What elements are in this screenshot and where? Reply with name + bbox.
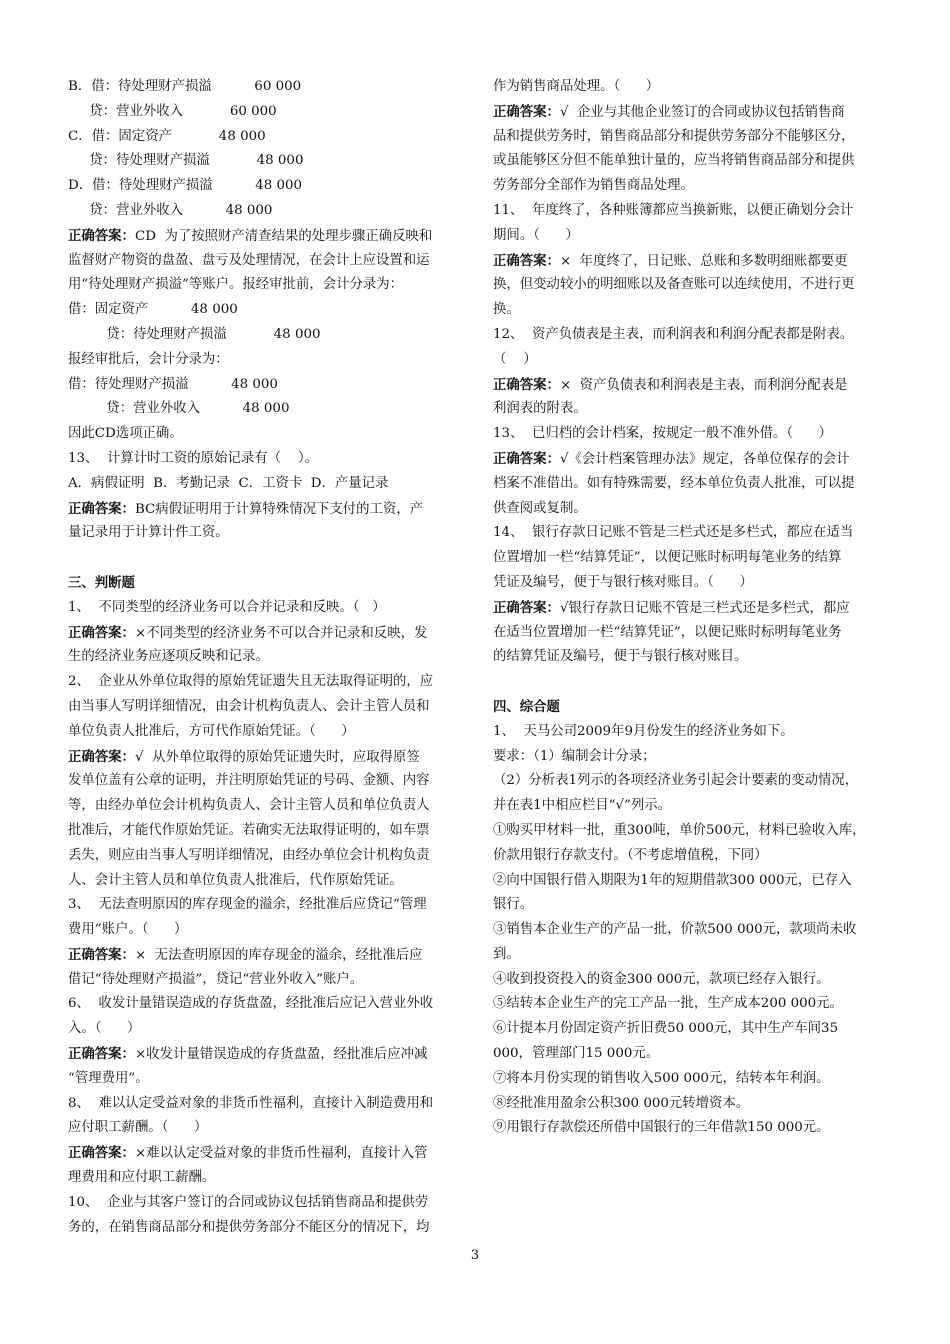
- answer-label: 正确答案：: [493, 376, 560, 393]
- text-line: [68, 373, 460, 398]
- text-line: [68, 992, 460, 1017]
- answer-line: [493, 249, 885, 274]
- line-text: 入。（ ）: [68, 1021, 141, 1037]
- answer-line: [68, 224, 460, 249]
- line-text: 人、会计主管人员和单位负责人批准后，代作原始凭证。: [68, 872, 403, 888]
- text-line: [493, 844, 885, 869]
- answer-line: [493, 447, 885, 472]
- answer-line: [493, 373, 885, 398]
- line-text: 费用”账户。（ ）: [68, 922, 188, 938]
- text-line: [68, 174, 460, 199]
- line-text: 借：待处理财产损溢 48 000: [68, 376, 278, 392]
- text-line: [493, 174, 885, 199]
- text-line: [68, 670, 460, 695]
- answer-label: 正确答案：: [493, 103, 560, 120]
- line-text: ①购买甲材料一批，重300吨，单价500元，材料已验收入库，: [493, 822, 866, 838]
- line-text: 务的，在销售商品部分和提供劳务部分不能区分的情况下，均: [68, 1219, 430, 1235]
- text-line: [68, 1017, 460, 1042]
- line-text: ×不同类型的经济业务不可以合并记录和反映，发: [134, 625, 428, 641]
- text-line: [68, 819, 460, 844]
- text-line: [68, 348, 460, 373]
- line-text: 单位负责人批准后，方可代作原始凭证。（ ）: [68, 723, 355, 739]
- section-title: 三、判断题: [68, 574, 135, 591]
- line-text: C．借：固定资产 48 000: [68, 128, 266, 144]
- line-text: “管理费用”。: [68, 1070, 149, 1086]
- text-line: [68, 472, 460, 497]
- text-line: [68, 769, 460, 794]
- section-heading: [68, 571, 460, 596]
- text-line: [68, 75, 460, 100]
- line-text: 理费用和应付职工薪酬。: [68, 1170, 216, 1186]
- line-text: × 无法查明原因的库存现金的溢余，经批准后应: [134, 947, 423, 963]
- line-text: ⑦将本月份实现的销售收入500 000元，结转本年利润。: [493, 1070, 830, 1086]
- page-number: 3: [470, 1248, 480, 1263]
- text-line: [493, 1017, 885, 1042]
- text-line: [68, 273, 460, 298]
- text-line: [493, 943, 885, 968]
- line-text: × 资产负债表和利润表是主表，而利润分配表是: [559, 377, 848, 393]
- text-line: [68, 249, 460, 274]
- line-text: 期间。（ ）: [493, 227, 579, 243]
- section-heading: [493, 695, 885, 720]
- text-line: [493, 621, 885, 646]
- text-line: [68, 100, 460, 125]
- line-text: ×收发计量错误造成的存货盘盈，经批准后应冲减: [134, 1047, 428, 1063]
- line-text: 供查阅或复制。: [493, 500, 587, 516]
- text-line: [493, 546, 885, 571]
- text-line: [68, 869, 460, 894]
- line-text: 要求：（1）编制会计分录；: [493, 748, 656, 764]
- answer-label: 正确答案：: [68, 500, 135, 517]
- text-line: [493, 224, 885, 249]
- text-line: [493, 571, 885, 596]
- answer-line: [68, 745, 460, 770]
- line-text: 1、 不同类型的经济业务可以合并记录和反映。（ ）: [68, 599, 386, 615]
- line-text: 或虽能够区分但不能单独计量的，应当将销售商品部分和提供: [493, 153, 855, 169]
- line-text: 借：固定资产 48 000: [68, 302, 238, 318]
- text-line: [493, 1092, 885, 1117]
- line-text: √ 企业与其他企业签订的合同或协议包括销售商: [559, 104, 845, 120]
- text-line: [493, 720, 885, 745]
- line-text: 13、 计算计时工资的原始记录有（ ）。: [68, 450, 319, 466]
- text-line: [493, 521, 885, 546]
- line-text: 劳务部分全部作为销售商品处理。: [493, 178, 694, 194]
- text-line: [68, 1067, 460, 1092]
- line-text: 由当事人写明详细情况，由会计机构负责人、会计主管人员和: [68, 698, 430, 714]
- text-line: [493, 273, 885, 298]
- answer-label: 正确答案：: [68, 624, 135, 641]
- answer-line: [493, 100, 885, 125]
- line-text: 3、 无法查明原因的库存现金的溢余，经批准后应贷记“管理: [68, 897, 427, 913]
- line-text: ②向中国银行借入期限为1年的短期借款300 000元，已存入: [493, 872, 852, 888]
- text-line: [68, 1116, 460, 1141]
- text-line: [493, 745, 885, 770]
- text-line: [493, 869, 885, 894]
- answer-label: 正确答案：: [493, 599, 560, 616]
- text-line: [493, 149, 885, 174]
- line-text: 12、 资产负债表是主表，而利润表和利润分配表都是附表。: [493, 326, 854, 342]
- line-text: 14、 银行存款日记账不管是三栏式还是多栏式，都应在适当: [493, 525, 854, 541]
- answer-line: [493, 596, 885, 621]
- text-line: [68, 968, 460, 993]
- text-line: [493, 819, 885, 844]
- text-line: [68, 645, 460, 670]
- line-text: 利润表的附表。: [493, 401, 587, 417]
- line-text: 价款用银行存款支付。（不考虑增值税，下同）: [493, 847, 768, 863]
- text-line: [493, 992, 885, 1017]
- text-line: [493, 1067, 885, 1092]
- text-line: [493, 472, 885, 497]
- text-line: [493, 918, 885, 943]
- line-text: 贷：营业外收入 48 000: [68, 202, 273, 218]
- text-line: [493, 323, 885, 348]
- line-text: （2）分析表1列示的各项经济业务引起会计要素的变动情况，: [493, 773, 859, 789]
- text-line: [493, 1116, 885, 1141]
- line-text: 贷：待处理财产损溢 48 000: [68, 153, 304, 169]
- answer-label: 正确答案：: [68, 227, 135, 244]
- line-text: CD 为了按照财产清查结果的处理步骤正确反映和: [134, 228, 433, 244]
- line-text: BC病假证明用于计算特殊情况下支付的工资，产: [134, 501, 424, 517]
- line-text: 6、 收发计量错误造成的存货盘盈，经批准后应记入营业外收: [68, 996, 434, 1012]
- text-line: [493, 75, 885, 100]
- text-line: [68, 298, 460, 323]
- line-text: 档案不准借出。如有特殊需要，经本单位负责人批准，可以提: [493, 475, 855, 491]
- line-text: ⑧经批准用盈余公积300 000元转增资本。: [493, 1095, 750, 1111]
- text-line: [68, 1216, 460, 1241]
- text-line: [493, 794, 885, 819]
- line-text: 位置增加一栏“结算凭证”，以便记账时标明每笔业务的结算: [493, 550, 842, 566]
- answer-label: 正确答案：: [68, 946, 135, 963]
- text-line: [68, 720, 460, 745]
- section-title: 四、综合题: [493, 698, 560, 715]
- text-line: [493, 348, 885, 373]
- text-line: [493, 298, 885, 323]
- blank-line: [493, 670, 885, 695]
- text-line: [493, 968, 885, 993]
- text-line: [68, 397, 460, 422]
- text-line: [493, 1042, 885, 1067]
- line-text: ③销售本企业生产的产品一批，价款500 000元，款项尚未收: [493, 922, 857, 938]
- line-text: 换，但变动较小的明细账以及备查账可以连续使用，不进行更: [493, 277, 855, 293]
- line-text: 并在表1中相应栏目“√”列示。: [493, 798, 672, 814]
- text-line: [68, 447, 460, 472]
- answer-label: 正确答案：: [68, 748, 135, 765]
- line-text: 发单位盖有公章的证明，并注明原始凭证的号码、金额、内容: [68, 773, 430, 789]
- line-text: 贷：营业外收入 48 000: [68, 401, 290, 417]
- answer-line: [68, 621, 460, 646]
- text-line: [68, 125, 460, 150]
- line-text: 用“待处理财产损溢”等账户。报经审批前，会计分录为：: [68, 277, 404, 293]
- line-text: × 年度终了，日记账、总账和多数明细账都要更: [559, 253, 848, 269]
- line-text: 在适当位置增加一栏“结算凭证”，以便记账时标明每笔业务: [493, 624, 842, 640]
- line-text: ⑥计提本月份固定资产折旧费50 000元，其中生产车间35: [493, 1021, 839, 1037]
- text-line: [68, 199, 460, 224]
- text-line: [68, 844, 460, 869]
- line-text: 丢失，则应由当事人写明详细情况，由经办单位会计机构负责: [68, 847, 430, 863]
- text-line: [493, 497, 885, 522]
- line-text: 换。: [493, 302, 520, 318]
- answer-label: 正确答案：: [68, 1046, 135, 1063]
- text-line: [493, 199, 885, 224]
- line-text: 贷：营业外收入 60 000: [68, 103, 277, 119]
- line-text: 应付职工薪酬。（ ）: [68, 1120, 208, 1136]
- text-line: [68, 794, 460, 819]
- line-text: 银行。: [493, 897, 534, 913]
- line-text: 贷：待处理财产损溢 48 000: [68, 326, 321, 342]
- line-text: 批准后，才能代作原始凭证。若确实无法取得证明的，如车票: [68, 822, 430, 838]
- answer-line: [68, 1042, 460, 1067]
- text-line: [493, 645, 885, 670]
- line-text: 生的经济业务应逐项反映和记录。: [68, 649, 269, 665]
- line-text: ⑤结转本企业生产的完工产品一批，生产成本200 000元。: [493, 996, 843, 1012]
- line-text: 等，由经办单位会计机构负责人、会计主管人员和单位负责人: [68, 798, 430, 814]
- line-text: 因此CD选项正确。: [68, 426, 183, 442]
- answer-label: 正确答案：: [493, 450, 560, 467]
- text-line: [493, 769, 885, 794]
- line-text: A．病假证明 B．考勤记录 C．工资卡 D．产量记录: [68, 475, 389, 491]
- line-text: 到。: [493, 946, 520, 962]
- text-line: [68, 323, 460, 348]
- answer-line: [68, 943, 460, 968]
- text-line: [493, 397, 885, 422]
- answer-label: 正确答案：: [493, 252, 560, 269]
- text-line: [68, 695, 460, 720]
- text-line: [68, 893, 460, 918]
- line-text: 品和提供劳务时，销售商品部分和提供劳务部分不能够区分，: [493, 128, 855, 144]
- line-text: 报经审批后，会计分录为：: [68, 351, 229, 367]
- line-text: 10、 企业与其客户签订的合同或协议包括销售商品和提供劳: [68, 1194, 429, 1210]
- line-text: √ 从外单位取得的原始凭证遗失时，应取得原签: [134, 749, 420, 765]
- text-line: [68, 422, 460, 447]
- answer-label: 正确答案：: [68, 1145, 135, 1162]
- line-text: 11、 年度终了，各种账簿都应当换新账，以便正确划分会计: [493, 202, 854, 218]
- blank-line: [68, 546, 460, 571]
- line-text: √银行存款日记账不管是三栏式还是多栏式，都应: [559, 600, 850, 616]
- line-text: 凭证及编号，便于与银行核对账目。（ ）: [493, 574, 753, 590]
- text-line: [68, 1092, 460, 1117]
- text-line: [68, 596, 460, 621]
- text-line: [68, 149, 460, 174]
- text-line: [493, 422, 885, 447]
- line-text: B．借：待处理财产损溢 60 000: [68, 79, 302, 94]
- text-line: [68, 521, 460, 546]
- text-line: [68, 918, 460, 943]
- line-text: D．借：待处理财产损溢 48 000: [68, 178, 303, 194]
- line-text: 借记“待处理财产损溢”，贷记“营业外收入”账户。: [68, 971, 364, 987]
- text-line: [68, 1166, 460, 1191]
- line-text: 000，管理部门15 000元。: [493, 1046, 660, 1062]
- text-line: [68, 1191, 460, 1216]
- line-text: 监督财产物资的盘盈、盘亏及处理情况，在会计上应设置和运: [68, 252, 430, 268]
- line-text: 作为销售商品处理。（ ）: [493, 79, 660, 94]
- line-text: （ ）: [493, 351, 537, 367]
- answer-line: [68, 1141, 460, 1166]
- line-text: 的结算凭证及编号，便于与银行核对账目。: [493, 649, 748, 665]
- line-text: ⑨用银行存款偿还所借中国银行的三年借款150 000元。: [493, 1120, 830, 1136]
- line-text: 2、 企业从外单位取得的原始凭证遗失且无法取得证明的，应: [68, 674, 434, 690]
- line-text: 量记录用于计算计件工资。: [68, 525, 229, 541]
- text-line: [493, 893, 885, 918]
- line-text: √《会计档案管理办法》规定，各单位保存的会计: [559, 451, 850, 467]
- line-text: 1、 天马公司2009年9月份发生的经济业务如下。: [493, 723, 794, 739]
- line-text: ④收到投资投入的资金300 000元，款项已经存入银行。: [493, 971, 830, 987]
- line-text: 8、 难以认定受益对象的非货币性福利，直接计入制造费用和: [68, 1095, 434, 1111]
- text-line: [493, 125, 885, 150]
- line-text: 13、 已归档的会计档案，按规定一般不准外借。（ ）: [493, 426, 832, 442]
- line-text: ×难以认定受益对象的非货币性福利，直接计入管: [134, 1146, 428, 1162]
- answer-line: [68, 497, 460, 522]
- left-column: [68, 75, 460, 1240]
- right-column: [493, 75, 885, 1141]
